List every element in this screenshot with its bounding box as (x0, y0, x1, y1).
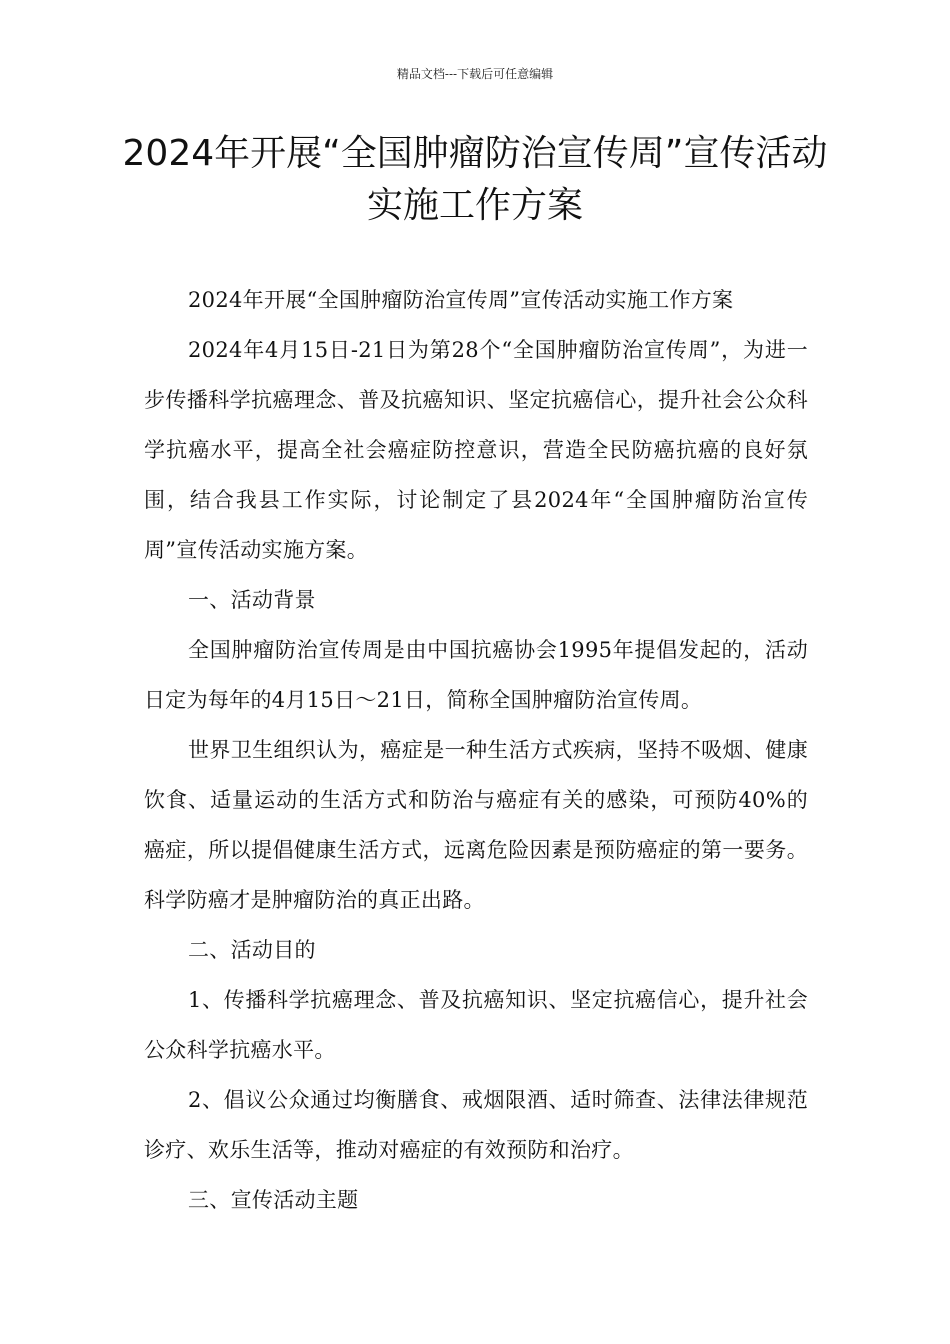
section-heading-purpose: 二、活动目的 (188, 938, 316, 962)
page-header: 精品文档---下载后可任意编辑 (396, 67, 554, 81)
section-heading-theme: 三、宣传活动主题 (188, 1188, 359, 1212)
paragraph-background-2: 世界卫生组织认为，癌症是一种生活方式疾病，坚持不吸烟、健康饮食、适量运动的生活方式和防治与癌症有关的感染，可预防40%的癌症，所以提倡健康生活方式，远离危险因素是预防癌症的第一要务。科学防癌才是肿瘤防治的真正出路。 (144, 738, 808, 912)
paragraph-purpose-2: 2、倡议公众通过均衡膳食、戒烟限酒、适时筛查、法律法律规范诊疗、欢乐生活等，推动对癌症的有效预防和治疗。 (144, 1088, 808, 1162)
paragraph-background-1: 全国肿瘤防治宣传周是由中国抗癌协会1995年提倡发起的，活动日定为每年的4月15日～21日，简称全国肿瘤防治宣传周。 (144, 638, 808, 712)
paragraph-intro: 2024年4月15日-21日为第28个“全国肿瘤防治宣传周”，为进一步传播科学抗癌理念、普及抗癌知识、坚定抗癌信心，提升社会公众科学抗癌水平，提高全社会癌症防控意识，营造全民防癌抗癌的良好氛围，结合我县工作实际，讨论制定了县2024年“全国肿瘤防治宣传周”宣传活动实施方案。 (144, 338, 808, 562)
document-title: 2024年开展“全国肿瘤防治宣传周”宣传活动实施工作方案 (122, 133, 828, 226)
paragraph-purpose-1: 1、传播科学抗癌理念、普及抗癌知识、坚定抗癌信心，提升社会公众科学抗癌水平。 (144, 988, 808, 1062)
paragraph-restated-title: 2024年开展“全国肿瘤防治宣传周”宣传活动实施工作方案 (188, 288, 734, 312)
section-heading-background: 一、活动背景 (188, 588, 316, 612)
document-body (144, 275, 808, 1225)
